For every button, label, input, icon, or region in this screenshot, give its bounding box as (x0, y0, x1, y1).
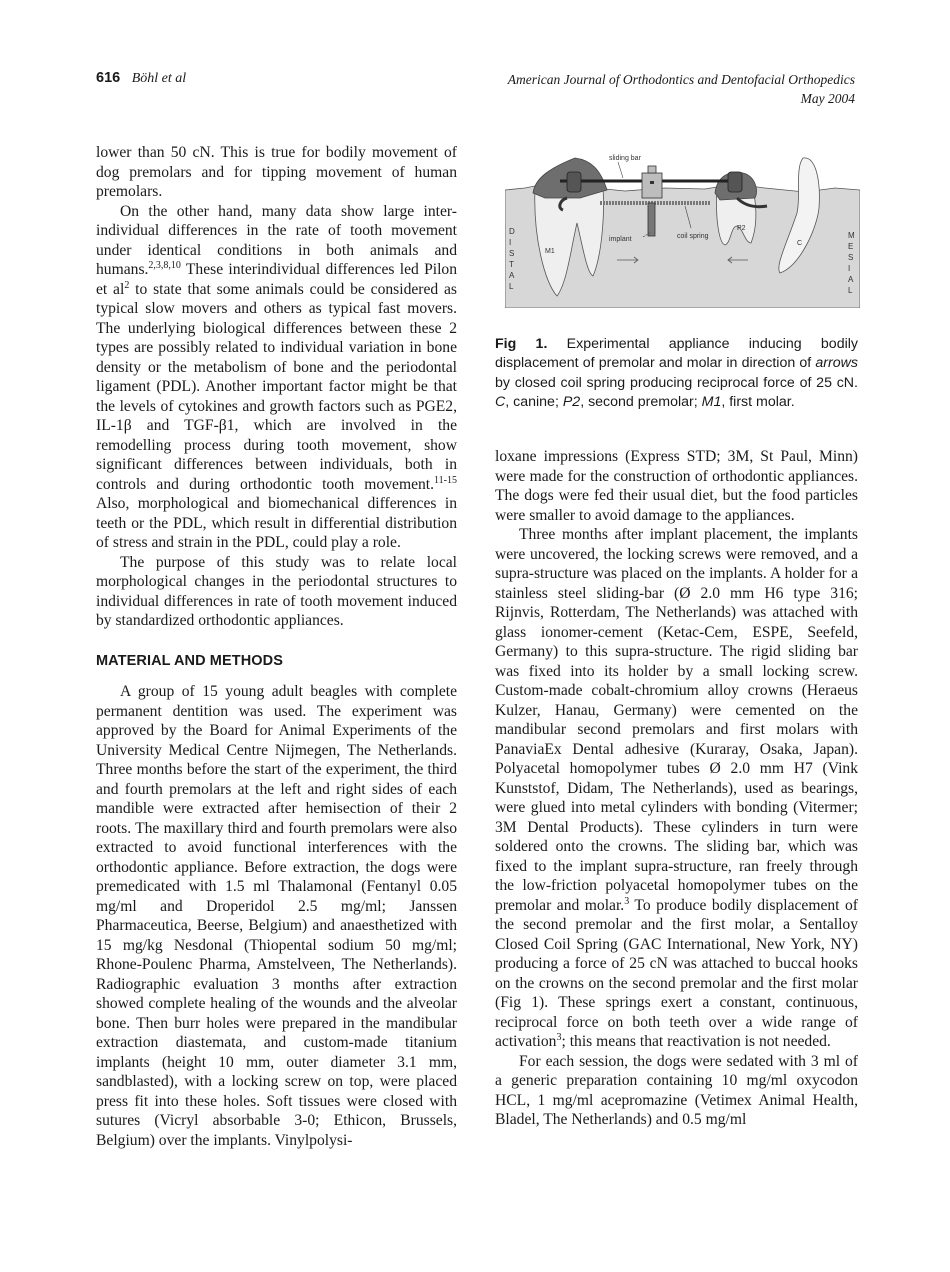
svg-text:A: A (509, 271, 515, 280)
label-implant: implant (609, 236, 632, 243)
svg-text:S: S (509, 249, 515, 258)
svg-text:I: I (848, 264, 851, 273)
citation: 3 (624, 895, 630, 907)
citation: 2 (124, 279, 130, 291)
running-head-right (508, 70, 855, 108)
figure-label: Fig 1. (495, 336, 548, 352)
paragraph: lower than 50 cN. This is true for bodily movement of dog premolars and for tipping movement of human premolars. (96, 144, 457, 200)
paragraph: On the other hand, many data show large inter-individual differences in the rate of tooth movement under identical conditions in both animals and humans.$^{2,3,8,10}$ These interindividual differences led Pilon et $al^2$ to state that some animals could be considered as typical slow movers and others as typical fast movers. The underlying biological differences between these 2 types are possibly related to individual variation in bone density or the metabolism of bone and the periodontal ligament (PDL). Another important factor might be that the levels of cytokines and growth factors such as PGE2, IL-1β and TGF-β1, which are involved in the remodelling process during tooth movement, show significant differences between individuals, both in controls and during orthodontic tooth movement.$^{11-15}$ Also, morphological and biomechanical differences in teeth or the PDL, which result in differential distribution of stress and strain in the PDL, could play a role. (96, 202, 458, 551)
paragraph: A group of 15 young adult beagles with complete permanent dentition was used. The experiment was approved by the Board for Animal Experiments of the University Medical Centre Nijmegen, The Netherlands. Three months before the start of the experiment, the third and fourth premolars at the left and right sides of each mandible were extracted after hemisection of their 2 roots. The maxillary third and fourth premolars were also extracted to avoid functional interferences with the orthodontic appliance. Before extraction, the dogs were premedicated with 1.5 ml Thalamonal (Fentanyl 0.05 mg/ml and Droperidol 2.5 mg/ml; Janssen Pharmaceutica, Beerse, Belgium) and anaesthetized with 15 mg/kg Nesdonal (Thiopental sodium 50 mg/ml; Rhone-Poulenc Pharma, Amstelveen, The Netherlands). Radiographic evaluation 3 months after extraction showed complete healing of the wounds and the alveolar bone. Then burr holes were prepared in the mandibular extraction diastemata, and custom-made titanium implants (height 10 mm, outer diameter 3.1 mm, sandblasted), with a locking screw on top, were placed press fit into these holes. Soft tissues were closed with sutures (Vicryl absorbable 3-0; Ethicon, Brussels, Belgium) over the implants. Vinylpolysi- (96, 683, 457, 1149)
author-line: Böhl et al (131, 71, 187, 86)
label-sliding-bar: sliding bar (609, 155, 641, 162)
label-p2: P2 (737, 225, 746, 232)
paragraph: Three months after implant placement, the implants were uncovered, the locking screws were removed, and a supra-structure was placed on the implants. A holder for a stainless steel sliding-bar (Ø 2.0 mm H6 type 316; Rijnvis, Rotterdam, The Netherlands) was attached with glass ionomer-cement (Ketac-Cem, ESPE, Seefeld, Germany) to this supra-structure. The rigid sliding bar was fixed into its holder by a small locking screw. Custom-made cobalt-chromium alloy crowns (Heraeus Kulzer, Hanau, Germany) were cemented on the mandibular second premolars and first molars with PanaviaEx Dental adhesive (Kuraray, Osaka, Japan). Polyacetal homopolymer tubes Ø 2.0 mm H7 (Vink Kunststof, Didam, The Netherlands), used as bearings, were glued into metal cylinders with bonding (Vitermer; 3M Dental Products). These cylinders in turn were soldered onto the crowns. The sliding bar, which was fixed to the implant supra-structure, ran freely through the low-friction polyacetal homopolymer tubes on the premolar and molar.$^3$ To produce bodily displacement of the second premolar and the first molar, a Sentalloy Closed Coil Spring (GAC International, New York, NY) producing a force of 25 cN was attached to buccal hooks on the crowns on the second premolar and the first molar (Fig 1). These springs exert a constant, continuous, reciprocal force on both teeth over a wide range of activation$^3$; this means that reactivation is not needed. (495, 526, 858, 1050)
label-m1: M1 (545, 248, 555, 255)
svg-text:L: L (848, 286, 853, 295)
svg-text:S: S (848, 253, 854, 262)
svg-text:M: M (848, 231, 855, 240)
svg-text:A: A (848, 275, 854, 284)
label-coil-spring: coil spring (677, 233, 709, 240)
appliance-diagram (505, 148, 860, 308)
svg-text:E: E (848, 242, 854, 251)
left-column (96, 143, 457, 1150)
right-column (495, 447, 858, 1130)
section-heading: MATERIAL AND METHODS (96, 652, 284, 669)
journal-title: American Journal of Orthodontics and Dentofacial Orthopedics (507, 72, 855, 87)
svg-text:I: I (509, 238, 512, 247)
figure-caption: Fig 1. Experimental appliance inducing bodily displacement of premolar and molar in direction of arrows by closed coil spring producing reciprocal force of 25 cN. C, canine; P2, second premolar; M1, first molar. (495, 336, 858, 410)
paragraph: For each session, the dogs were sedated with 3 ml of a generic preparation containing 10 mg/ml oxycodon HCL, 1 mg/ml acepromazine (Vetimex Animal Health, Bladel, The Netherlands) and 0.5 mg/ml (495, 1052, 858, 1128)
citation: 2,3,8,10 (148, 260, 181, 271)
svg-text:L: L (509, 282, 514, 291)
paragraph: loxane impressions (Express STD; 3M, St Paul, Minn) were made for the construction of orthodontic appliances. The dogs were fed their usual diet, but the food particles were smaller to avoid damage to the appliances. (495, 448, 858, 524)
paragraph: The purpose of this study was to relate local morphological changes in the periodontal structures to individual differences in rate of tooth movement induced by standardized orthodontic appliances. (96, 553, 457, 629)
svg-text:T: T (509, 260, 514, 269)
issue-date: May 2004 (800, 91, 855, 106)
citation: 11-15 (434, 474, 457, 486)
figure-1-diagram (505, 148, 860, 308)
svg-text:D: D (509, 227, 515, 236)
page-number: 616 (96, 70, 121, 86)
running-head-left (96, 70, 186, 87)
citation: 3 (556, 1032, 562, 1043)
label-c: C (797, 240, 803, 247)
